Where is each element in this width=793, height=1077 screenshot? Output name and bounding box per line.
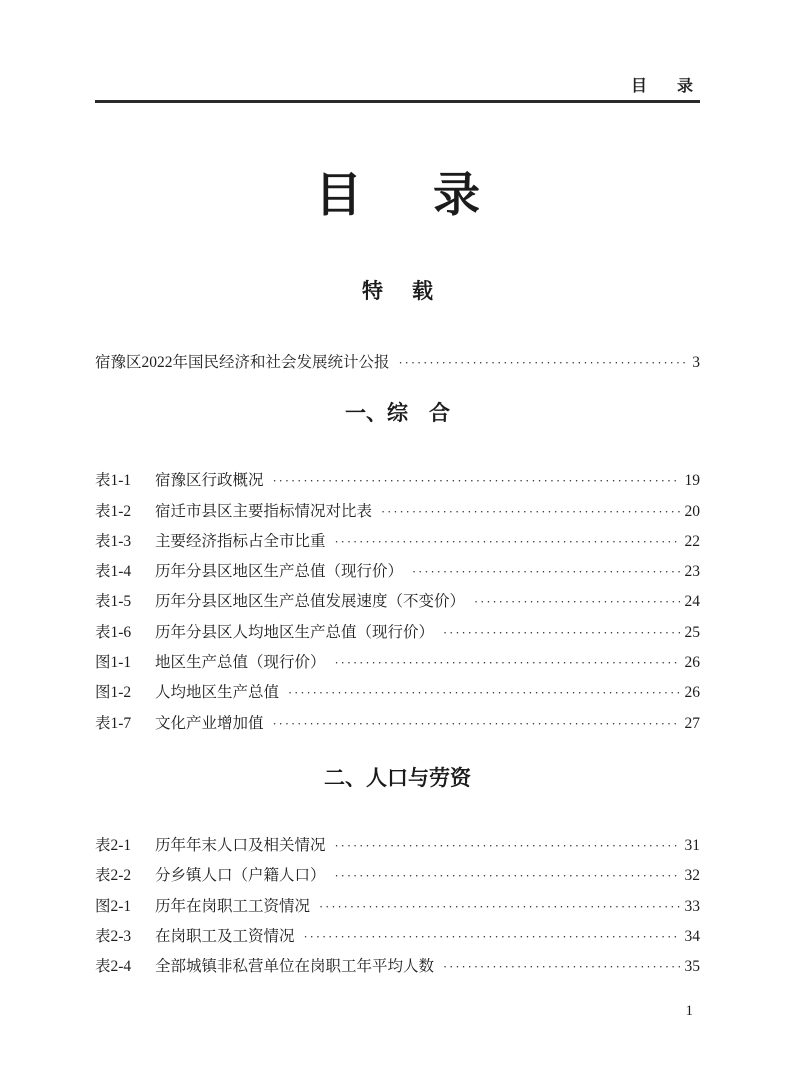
toc-entry: [95, 861, 700, 891]
entry-page-number: 20: [684, 502, 700, 520]
entry-label: 表1-1: [95, 472, 132, 490]
entry-label: 表2-4: [95, 958, 132, 976]
entry-label: 表1-5: [95, 593, 132, 611]
entry-page-number: 31: [684, 836, 700, 854]
entry-page-number: 3: [692, 354, 700, 371]
entry-label: 表1-4: [95, 563, 132, 581]
toc-entry: [95, 527, 700, 557]
dot-leader: [381, 497, 679, 527]
dot-leader: [273, 466, 680, 496]
entry-title: 宿豫区2022年国民经济和社会发展统计公报: [95, 354, 390, 371]
running-header: 目 录: [630, 78, 700, 95]
entry-label: 表2-2: [95, 867, 132, 885]
toc-entry: [95, 557, 700, 587]
entry-label: 表1-7: [95, 714, 132, 732]
entry-title: 历年在岗职工工资情况: [155, 897, 311, 915]
section-heading: 一、综 合: [345, 402, 450, 426]
entry-title: 人均地区生产总值: [155, 684, 280, 702]
dot-leader: [474, 587, 679, 617]
entry-title: 全部城镇非私营单位在岗职工年平均人数: [155, 958, 435, 976]
entry-label: 表2-1: [95, 836, 132, 854]
dot-leader: [304, 922, 680, 952]
toc-section: [95, 281, 700, 378]
dot-leader: [273, 709, 680, 739]
toc-entry: [95, 922, 700, 952]
entry-page-number: 24: [684, 593, 700, 611]
entry-list: [95, 831, 700, 982]
entry-label: 图1-2: [95, 684, 132, 702]
toc-entry: [95, 678, 700, 708]
toc-section: [95, 403, 700, 739]
entry-page-number: 26: [684, 684, 700, 702]
entry-title: 文化产业增加值: [155, 714, 264, 732]
entry-page-number: 23: [684, 563, 700, 581]
entry-label: 表2-3: [95, 927, 132, 945]
entry-label: 表1-3: [95, 532, 132, 550]
entry-list: [95, 348, 700, 378]
entry-title: 历年分县区地区生产总值（现行价）: [155, 563, 404, 581]
header-rule: [95, 100, 700, 103]
toc-sections: [95, 281, 700, 982]
entry-title: 宿迁市县区主要指标情况对比表: [155, 502, 373, 520]
entry-label: 图2-1: [95, 897, 132, 915]
entry-page-number: 27: [684, 714, 700, 732]
toc-section: [95, 768, 700, 982]
entry-list: [95, 466, 700, 739]
entry-label: 图1-1: [95, 654, 132, 672]
entry-label: 表1-2: [95, 502, 132, 520]
entry-title: 主要经济指标占全市比重: [155, 532, 326, 550]
toc-entry: [95, 587, 700, 617]
page-title: 目 录: [315, 168, 492, 221]
toc-entry: [95, 618, 700, 648]
dot-leader: [412, 557, 679, 587]
entry-page-number: 35: [684, 958, 700, 976]
entry-title: 地区生产总值（现行价）: [155, 654, 326, 672]
entry-title: 宿豫区行政概况: [155, 472, 264, 490]
dot-leader: [443, 952, 679, 982]
dot-leader: [335, 648, 680, 678]
dot-leader: [399, 348, 688, 378]
entry-page-number: 32: [684, 867, 700, 885]
entry-page-number: 26: [684, 654, 700, 672]
entry-page-number: 25: [684, 623, 700, 641]
toc-entry: [95, 709, 700, 739]
toc-entry: [95, 466, 700, 496]
entry-label: 表1-6: [95, 623, 132, 641]
toc-entry: [95, 892, 700, 922]
section-heading: 特 载: [362, 280, 437, 303]
dot-leader: [335, 831, 680, 861]
toc-entry: [95, 648, 700, 678]
toc-entry: [95, 831, 700, 861]
entry-title: 历年分县区人均地区生产总值（现行价）: [155, 623, 435, 641]
dot-leader: [319, 892, 679, 922]
entry-page-number: 19: [684, 472, 700, 490]
entry-title: 历年分县区地区生产总值发展速度（不变价）: [155, 593, 466, 611]
folio-page-number: 1: [685, 1003, 693, 1019]
dot-leader: [288, 678, 679, 708]
entry-page-number: 22: [684, 532, 700, 550]
entry-title: 历年年末人口及相关情况: [155, 836, 326, 854]
entry-title: 在岗职工及工资情况: [155, 927, 295, 945]
dot-leader: [443, 618, 679, 648]
toc-entry: [95, 497, 700, 527]
section-heading: 二、人口与劳资: [324, 766, 471, 790]
toc-entry: [95, 952, 700, 982]
entry-page-number: 34: [684, 927, 700, 945]
dot-leader: [335, 861, 680, 891]
entry-page-number: 33: [684, 897, 700, 915]
dot-leader: [335, 527, 680, 557]
entry-title: 分乡镇人口（户籍人口）: [155, 867, 326, 885]
toc-entry: [95, 348, 700, 378]
